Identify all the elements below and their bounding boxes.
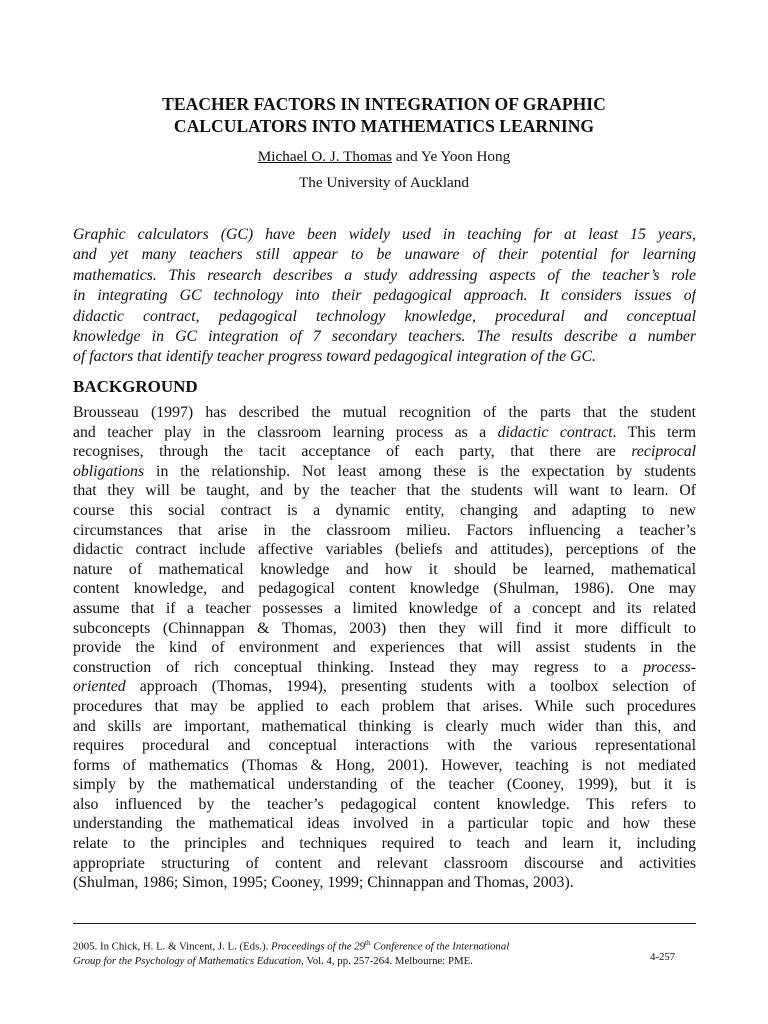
body-line: subconcepts (Chinnappan & Thomas, 2003) then they will find it more difficult to [73, 619, 696, 637]
footer-line [73, 954, 696, 969]
body-line: understanding the mathematical ideas involved in a particular topic and how these [73, 815, 696, 833]
body-line [73, 423, 696, 443]
abstract-line: of factors that identify teacher progress toward pedagogical integration of the GC. [73, 348, 597, 366]
page-number: 4-257 [650, 951, 676, 963]
body-emphasis: oriented [73, 678, 126, 696]
abstract-line: didactic contract, pedagogical technology knowledge, procedural and conceptual [73, 307, 696, 325]
body-line: didactic contract include affective variables (beliefs and attitudes), perceptions of the [73, 541, 696, 559]
body-line [73, 658, 696, 678]
body-line [73, 462, 696, 482]
body-line: simply by the mathematical understanding of the teacher (Cooney, 1999), but it is [73, 776, 696, 794]
body-line: provide the kind of environment and experiences that will assist students in the [73, 639, 696, 657]
body-line: requires procedural and conceptual interactions with the various representational [73, 737, 696, 755]
abstract-line: Graphic calculators (GC) have been widely used in teaching for at least 15 years, [73, 226, 696, 243]
body-line: nature of mathematical knowledge and how it should be learned, mathematical [73, 560, 696, 578]
footer-emphasis: Proceedings of the 29 [270, 940, 366, 953]
body-text-run: in the relationship. Not least among these is the expectation by students [144, 462, 696, 480]
body-text-run: construction of rich conceptual thinking. Instead they may regress to a [73, 658, 644, 676]
body-text-run: approach (Thomas, 1994), presenting students with a toolbox selection of [125, 678, 696, 696]
body-line: that they will be taught, and by the teacher that the students will want to learn. Of [73, 482, 696, 500]
body-line: and skills are important, mathematical thinking is clearly much wider than this, and [73, 717, 696, 735]
footer-emphasis: Conference of the International [370, 940, 510, 953]
body-emphasis: reciprocal [631, 443, 696, 461]
body-line: circumstances that arise in the classroom milieu. Factors influencing a teacher’s [73, 521, 696, 539]
footer-citation [73, 936, 696, 969]
body-emphasis: process- [643, 658, 696, 676]
body-line: course this social contract is a dynamic entity, changing and adapting to new [73, 501, 696, 519]
body-line [73, 677, 696, 697]
abstract-line: in integrating GC technology into their pedagogical approach. It considers issues of [73, 287, 696, 305]
body-line: also influenced by the teacher’s pedagogical content knowledge. This refers to [73, 795, 696, 813]
paper-title [80, 93, 688, 137]
title-line-2: CALCULATORS INTO MATHEMATICS LEARNING [173, 116, 595, 136]
body-line: Brousseau (1997) has described the mutual recognition of the parts that the student [73, 404, 696, 421]
body-paragraph [73, 403, 696, 893]
title-line-1: TEACHER FACTORS IN INTEGRATION OF GRAPHIC [162, 94, 606, 114]
body-text-run: recognises, through the tacit acceptance of each party, that there are [73, 443, 632, 461]
body-text-run: . This term [612, 423, 696, 441]
abstract-line: and yet many teachers still appear to be unaware of their potential for learning [73, 246, 696, 264]
footer-divider [73, 923, 696, 924]
footer-emphasis: Group for the Psychology of Mathematics Education [73, 955, 302, 968]
body-text-run: and teacher play in the classroom learning process as a [73, 423, 498, 441]
author-separator: and [392, 148, 422, 165]
author-name: Michael O. J. Thomas [257, 148, 393, 165]
body-line: assume that if a teacher possesses a limited knowledge of a concept and its related [73, 599, 696, 617]
author-name: Ye Yoon Hong [421, 148, 511, 165]
footer-superscript: th [365, 939, 371, 947]
body-emphasis: didactic contract [497, 423, 613, 441]
abstract [73, 225, 696, 368]
body-line: relate to the principles and techniques required to teach and learn it, including [73, 835, 696, 853]
body-line: content knowledge, and pedagogical content knowledge (Shulman, 1986). One may [73, 580, 696, 598]
abstract-line: mathematics. This research describes a study addressing aspects of the teacher’s role [73, 266, 696, 284]
abstract-line: knowledge in GC integration of 7 secondary teachers. The results describe a number [73, 328, 696, 346]
footer-text-run: 2005. In Chick, H. L. & Vincent, J. L. (Eds.). [73, 940, 271, 953]
body-line: forms of mathematics (Thomas & Hong, 2001). However, teaching is not mediated [73, 756, 696, 774]
body-line [73, 442, 696, 462]
body-line: (Shulman, 1986; Simon, 1995; Cooney, 1999; Chinnappan and Thomas, 2003). [73, 874, 574, 892]
affiliation: The University of Auckland [299, 174, 469, 191]
body-line: procedures that may be applied to each problem that arises. While such procedures [73, 697, 696, 715]
body-emphasis: obligations [73, 462, 145, 480]
footer-line [73, 936, 696, 954]
author-line [80, 147, 688, 167]
footer-text-run: , Vol. 4, pp. 257-264. Melbourne: PME. [301, 955, 473, 968]
body-line: appropriate structuring of content and relevant classroom discourse and activities [73, 854, 696, 872]
section-heading: BACKGROUND [73, 377, 198, 396]
